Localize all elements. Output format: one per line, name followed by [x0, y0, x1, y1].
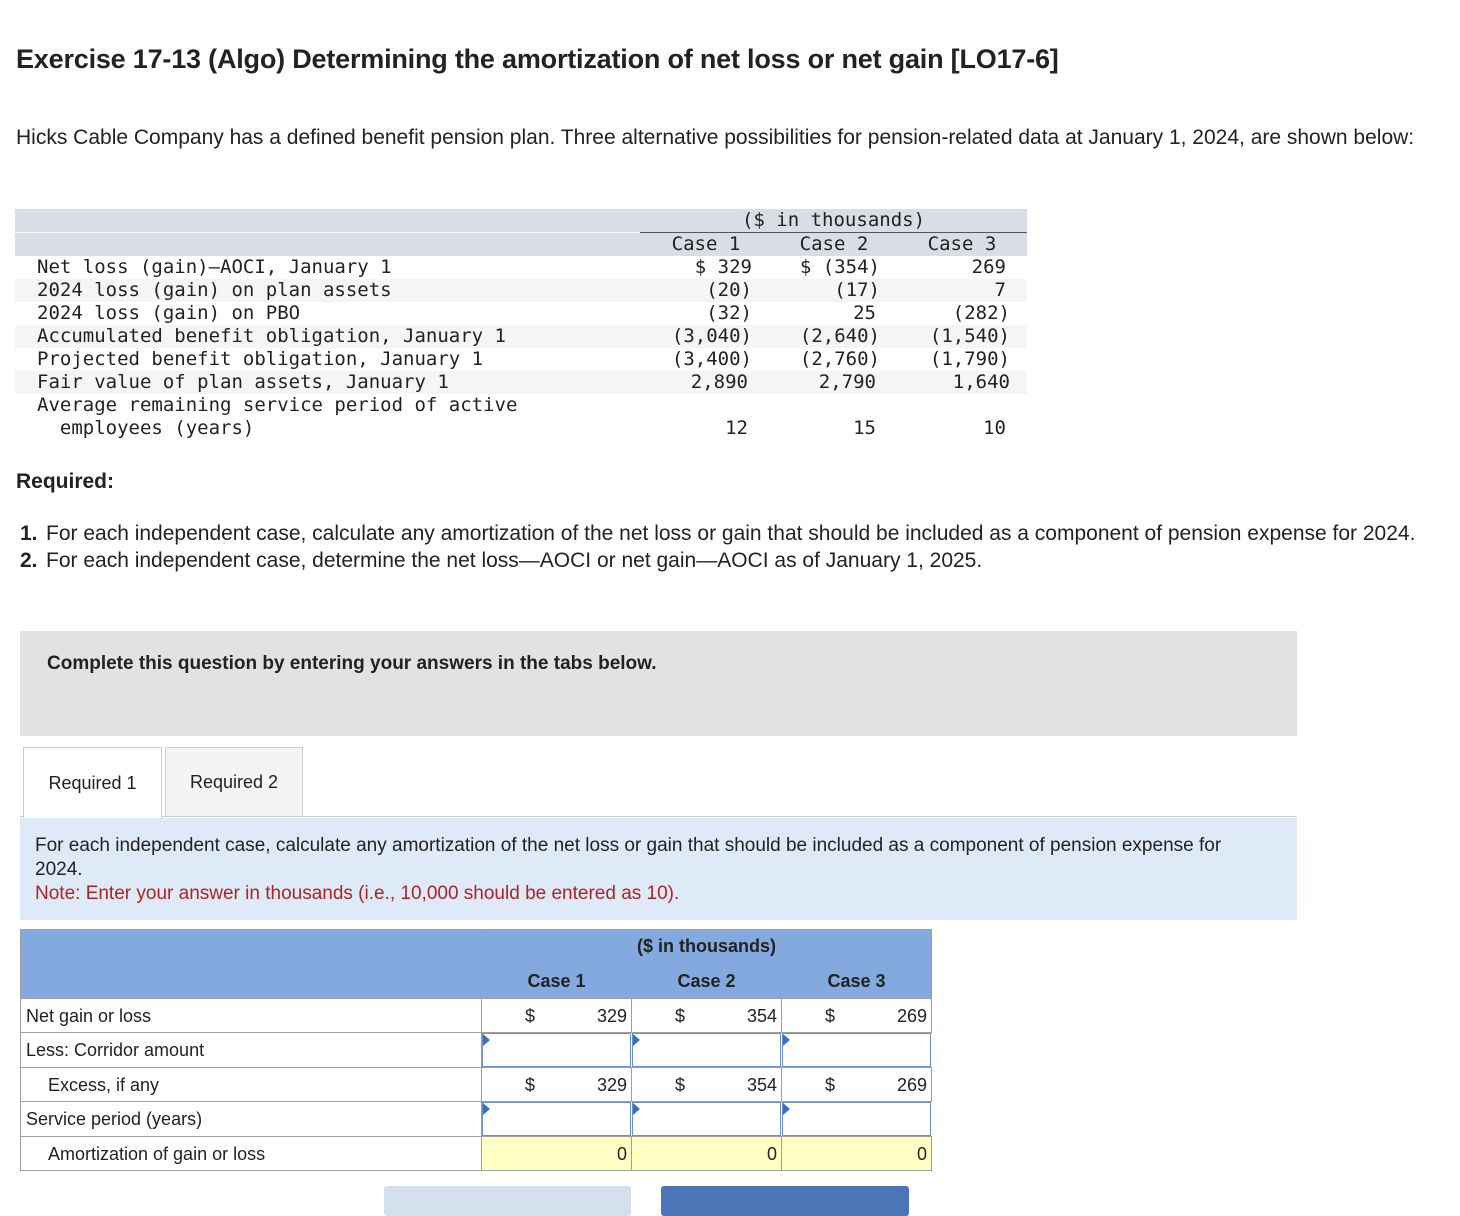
- currency-symbol: $: [525, 1006, 536, 1026]
- cell-value: (20): [706, 279, 752, 301]
- complete-banner-text: Complete this question by entering your answers in the tabs below.: [47, 653, 657, 674]
- value: 354: [746, 1075, 777, 1095]
- required-item-2: [16, 547, 1416, 574]
- row-net-gain-loss: [20, 998, 482, 1033]
- instructions-panel: [20, 818, 1297, 920]
- row-label: Projected benefit obligation, January 1: [37, 348, 484, 370]
- row-label: 2024 loss (gain) on plan assets: [37, 279, 392, 301]
- answer-col-case-2: Case 2: [631, 963, 782, 999]
- header-blank: [20, 929, 482, 999]
- complete-banner: [20, 631, 1297, 736]
- currency-symbol: $: [525, 1075, 536, 1095]
- service-input-case-3[interactable]: [782, 1102, 931, 1136]
- row-amortization: [20, 1136, 482, 1171]
- value: 0: [916, 1144, 927, 1164]
- note-text: Note: Enter your answer in thousands (i.e., 10,000 should be entered as 10).: [35, 883, 680, 904]
- value: 0: [616, 1144, 627, 1164]
- row-excess: [20, 1067, 482, 1102]
- row-label: Less: Corridor amount: [26, 1040, 205, 1060]
- row-label: Fair value of plan assets, January 1: [37, 371, 449, 393]
- answer-col-case-1: Case 1: [481, 963, 632, 999]
- amort-case-1: [481, 1136, 632, 1171]
- cell-value: (17): [834, 279, 880, 301]
- row-label: Net gain or loss: [26, 1006, 152, 1026]
- excess-case-1: [481, 1067, 632, 1102]
- unit-header: ($ in thousands): [741, 209, 926, 231]
- currency-symbol: $: [825, 1075, 836, 1095]
- next-button[interactable]: [661, 1186, 909, 1216]
- cell-value: (3,040): [671, 325, 752, 347]
- tab-required-1[interactable]: Required 1: [23, 747, 162, 818]
- value: 269: [896, 1006, 927, 1026]
- currency-symbol: $: [675, 1075, 686, 1095]
- cell-value: (32): [706, 302, 752, 324]
- value: 354: [746, 1006, 777, 1026]
- cell-value: (2,760): [799, 348, 880, 370]
- tab-required-2[interactable]: Required 2: [165, 747, 303, 817]
- value: 329: [596, 1006, 627, 1026]
- cell-value: (282): [952, 302, 1010, 324]
- required-heading: Required:: [16, 470, 115, 493]
- row-service-period: [20, 1101, 482, 1137]
- value: 0: [766, 1144, 777, 1164]
- row-label: 2024 loss (gain) on PBO: [37, 302, 301, 324]
- answer-unit-header: ($ in thousands): [481, 929, 932, 964]
- cell-value: 7: [994, 279, 1006, 301]
- currency-symbol: $: [825, 1006, 836, 1026]
- col-case-3: Case 3: [927, 233, 997, 255]
- net-case-1: [481, 998, 632, 1033]
- row-label: Excess, if any: [48, 1075, 160, 1095]
- cell-value: 269: [971, 256, 1006, 278]
- net-case-3: [781, 998, 932, 1033]
- row-label: Service period (years): [26, 1109, 203, 1129]
- cell-value: $ (354): [799, 256, 880, 278]
- cell-value: (1,790): [929, 348, 1010, 370]
- tab-divider: [20, 816, 1297, 817]
- service-input-case-1[interactable]: [482, 1102, 631, 1136]
- row-label: Amortization of gain or loss: [48, 1144, 266, 1164]
- net-case-2: [631, 998, 782, 1033]
- corridor-input-case-1[interactable]: [482, 1033, 631, 1067]
- row-label: Average remaining service period of active employees (years): [37, 394, 518, 439]
- cell-value: 1,640: [952, 371, 1010, 393]
- instructions-text: For each independent case, calculate any amortization of the net loss or gain that should be included as a component of pension expense for 2024.: [35, 835, 1222, 880]
- cell-value: 2,790: [818, 371, 876, 393]
- corridor-input-case-2[interactable]: [632, 1033, 781, 1067]
- value: 269: [896, 1075, 927, 1095]
- cell-value: (2,640): [799, 325, 880, 347]
- exercise-title: Exercise 17-13 (Algo) Determining the amortization of net loss or net gain [LO17-6]: [16, 44, 1059, 74]
- amort-case-3: [781, 1136, 932, 1171]
- currency-symbol: $: [675, 1006, 686, 1026]
- cell-value: 25: [853, 302, 876, 324]
- item-text: For each independent case, determine the net loss—AOCI or net gain—AOCI as of January 1, 2025.: [46, 549, 983, 572]
- cell-value: 12: [725, 417, 748, 439]
- item-text: For each independent case, calculate any amortization of the net loss or gain that should be included as a component of pension expense for 2024.: [46, 522, 1416, 545]
- row-label: Net loss (gain)—AOCI, January 1: [37, 256, 392, 278]
- cell-value: 15: [853, 417, 876, 439]
- row-label: Accumulated benefit obligation, January 1: [37, 325, 506, 347]
- required-list: [16, 520, 1416, 574]
- intro-text: Hicks Cable Company has a defined benefit pension plan. Three alternative possibilities for pension-related data at January 1, 2024, are shown below:: [16, 126, 1415, 149]
- item-number: 1.: [20, 522, 38, 545]
- required-item-1: [16, 520, 1416, 547]
- row-corridor: [20, 1032, 482, 1068]
- corridor-input-case-3[interactable]: [782, 1033, 931, 1067]
- cell-value: $ 329: [694, 256, 752, 278]
- prev-button[interactable]: [384, 1186, 631, 1216]
- excess-case-2: [631, 1067, 782, 1102]
- cell-value: (1,540): [929, 325, 1010, 347]
- answer-col-case-3: Case 3: [781, 963, 932, 999]
- item-number: 2.: [20, 549, 38, 572]
- col-case-2: Case 2: [799, 233, 869, 255]
- amort-case-2: [631, 1136, 782, 1171]
- cell-value: 10: [983, 417, 1006, 439]
- cell-value: (3,400): [671, 348, 752, 370]
- col-case-1: Case 1: [671, 233, 741, 255]
- service-input-case-2[interactable]: [632, 1102, 781, 1136]
- cell-value: 2,890: [690, 371, 748, 393]
- value: 329: [596, 1075, 627, 1095]
- excess-case-3: [781, 1067, 932, 1102]
